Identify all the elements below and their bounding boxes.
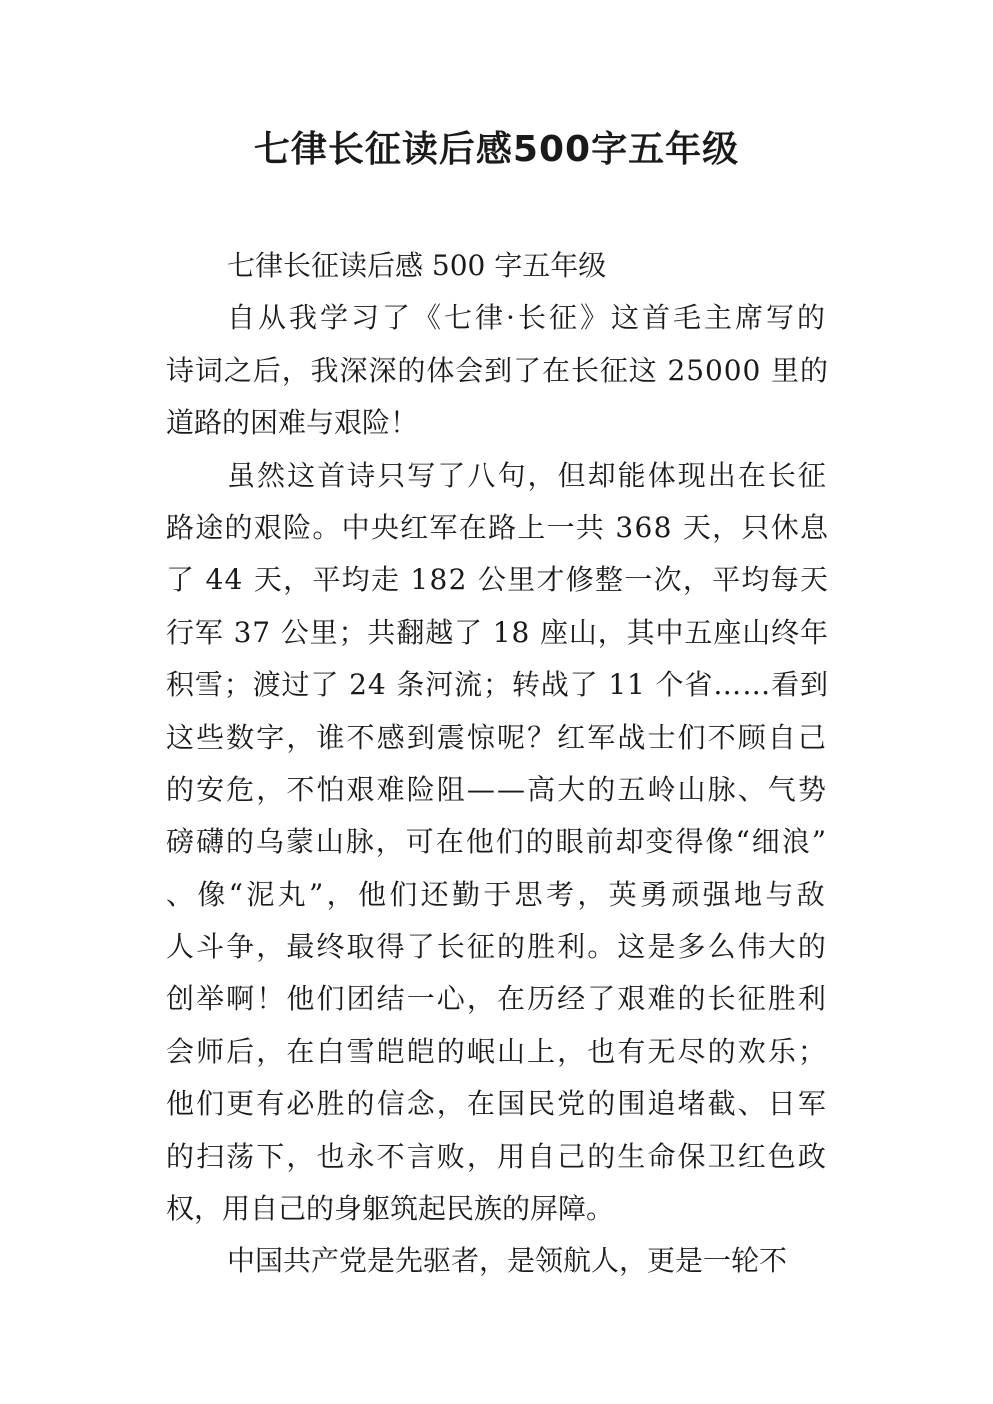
text-line: 他们更有必胜的信念，在国民党的围追堵截、日军 xyxy=(166,1087,828,1121)
text-line: 权，用自己的身躯筑起民族的屏障。 xyxy=(166,1192,615,1226)
text-line: 中国共产党是先驱者，是领航人，更是一轮不 xyxy=(227,1244,788,1278)
text-line: 创举啊！他们团结一心，在历经了艰难的长征胜利 xyxy=(166,982,828,1016)
text-line: 这些数字，谁不感到震惊呢？红军战士们不顾自己 xyxy=(166,720,828,754)
text-line: 、像“泥丸”，他们还勤于思考，英勇顽强地与敌 xyxy=(166,877,829,911)
text-line: 道路的困难与艰险！ xyxy=(166,406,419,440)
document-title: 七律长征读后感500字五年级 xyxy=(253,129,740,170)
document-body xyxy=(166,240,828,1288)
text-line: 人斗争，最终取得了长征的胜利。这是多么伟大的 xyxy=(166,930,828,964)
text-line: 磅礴的乌蒙山脉，可在他们的眼前却变得像“细浪” xyxy=(166,825,828,859)
text-line: 路途的艰险。中央红军在路上一共 368 天，只休息 xyxy=(166,510,830,544)
text-line: 的安危，不怕艰难险阻——高大的五岭山脉、气势 xyxy=(166,772,828,806)
text-line: 虽然这首诗只写了八句，但却能体现出在长征 xyxy=(227,458,828,492)
text-line: 积雪；渡过了 24 条河流；转战了 11 个省……看到 xyxy=(166,668,829,702)
text-line: 会师后，在白雪皑皑的岷山上，也有无尽的欢乐； xyxy=(166,1034,828,1068)
text-line: 行军 37 公里；共翻越了 18 座山，其中五座山终年 xyxy=(166,615,829,649)
text-line: 自从我学习了《七律·长征》这首毛主席写的 xyxy=(227,301,829,335)
text-line: 了 44 天，平均走 182 公里才修整一次，平均每天 xyxy=(166,563,830,597)
text-line: 诗词之后，我深深的体会到了在长征这 25000 里的 xyxy=(166,353,829,387)
text-line: 的扫荡下，也永不言败，用自己的生命保卫红色政 xyxy=(166,1139,828,1173)
text-line: 七律长征读后感 500 字五年级 xyxy=(227,249,607,282)
